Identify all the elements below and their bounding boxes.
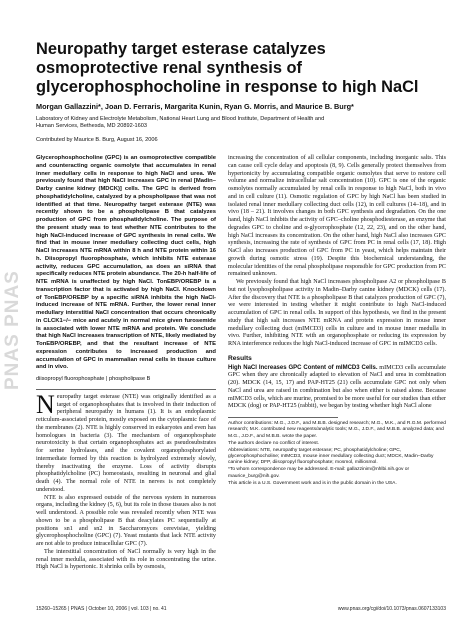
results-text: mIMCD3 cells accumulate GPC when they are chronically adapted to elevation of NaCl and urea in combination (20). MDCK (14, 15, 17) and PAP-HT25 (21) cells accumulate GPC not only when NaCl and urea are raised in combination but also when either is raised alone. Because mIMCD3 cells, which are murine, promised to be more useful for our studies than either MDCK (dog) or PAP-HT25 (rabbit), we began by testing whether high NaCl alone (228, 364, 446, 410)
body-paragraph-1: increasing the concentration of all cellular components, including inorganic salts. This can cause cell cycle delay and apoptosis (8, 9). Cells generally protect themselves from hypertonicity by accumulating compatible organic osmolytes that serve to restore cell volume and normalize intracellular salt concentration (10). GPC is one of the organic osmolytes normally accumulated by renal cells in response to high NaCl, both in vivo and in cell culture (11). Osmotic regulation of GPC by high NaCl has been studied in isolated renal inner medullary collecting duct cells (12), in cell cultures (14–18), and in vivo (18 – 21). It involves changes in both GPC synthesis and degradation. On the one hand, high NaCl inhibits the activity of GPC–choline phosphodiesterase, an enzyme that degrades GPC to choline and α-glycerophosphate (12, 22, 23), and on the other hand, high NaCl increases its concentration. On the other hand, high NaCl also increases GPC synthesis, increasing the rate of synthesis of GPC from PC in renal cells (17, 18). High NaCl also increases production of GPC from PC in yeast, which helps maintain their growth during osmotic stress (19). Despite this biochemical understanding, the molecular identities of the renal phospholipase responsible for GPC production from PC remained unknown. (228, 155, 446, 278)
intro-paragraph-1-text: europathy target esterase (NTE) was originally identified as a target of organophosphates that is involved in their induction of peripheral neuropathy in humans (1). It is an endoplasmic reticulum-associated protein, mostly exposed on the cytoplasmic face of the membranes (2). NTE is highly conserved in eukaryotes and even has homologues in bacteria (3). The mechanism of organophosphate neurotoxicity is that certain organophosphates act as pseudosubstrates for serine hydrolases, and the covalent organophosphorylated intermediate formed by this reaction is hydrolyzed extremely slowly, thereby inactivating the enzyme. Loss of activity disrupts phosphatidylcholine (PC) homeostasis, resulting in neuronal and glial death (4). The normal role of NTE in nerves is not completely understood. (36, 393, 216, 493)
footnote-public-domain: This article is a U.S. Government work and is in the public domain in the USA. (228, 480, 397, 486)
right-column (228, 155, 446, 488)
section-divider (36, 389, 216, 390)
footnote-abbreviations: Abbreviations: NTE, neuropathy target esterase; PC, phosphatidylcholine; GPC, glycerophosphocholine; mIMCD3, mouse inner medullary collecting duct; MDCK, Madin–Darby canine kidney; DFP, diisopropyl fluorophosphate; mosmol, milliosmol. (228, 447, 434, 466)
author-list: Morgan Gallazzini*, Joan D. Ferraris, Margarita Kunin, Ryan G. Morris, and Maurice B. Burg* (36, 102, 354, 111)
body-paragraph-2: We previously found that high NaCl increases phospholipase A2 or phospholipase B but not lysophospholipase activity in Madin–Darby canine kidney (MDCK) cells (17). After the discovery that NTE is a phospholipase B that catalyzes production of GPC (7), we were interested in testing whether it might contribute to high NaCl-induced accumulation of GPC in renal cells. In support of this hypothesis, we find in the present study that high salt increases NTE mRNA and protein expression in mouse inner medullary collecting duct (mIMCD3) cells in culture and in mouse inner medulla in vivo. Further, inhibiting NTE with an organophosphate or reducing its expression by RNA interference reduces the high NaCl-induced increase of GPC in mIMCD3 cells. (228, 279, 446, 347)
affiliation: Laboratory of Kidney and Electrolyte Metabolism, National Heart Lung and Blood Institute, Department of Health and Human Services, Bethesda, MD 20892-1603 (36, 116, 325, 129)
results-heading: Results (228, 354, 252, 362)
intro-paragraph-2: NTE is also expressed outside of the nervous system in numerous organs, including the kidney (5, 6), but its role in those tissues also is not well understood. A possible role was revealed recently when NTE was shown to be a phospholipase B that deacylates PC sequentially at positions sn1 and sn2 in Saccharomyces cerevisiae, yielding glycerophosphocholine (GPC) (7). Yeast mutants that lack NTE activity are not able to produce intracellular GPC (7). (36, 494, 216, 547)
footnote-conflict: The authors declare no conflict of interest. (228, 440, 320, 446)
volume: vol. 103 (131, 606, 149, 612)
abstract: Glycerophosphocholine (GPC) is an osmoprotective compatible and counteracting organic osmolyte that accumulates in renal inner medullary cells in response to high NaCl and urea. We previously found that high NaCl increases GPC in renal [Madin–Darby canine kidney (MDCK)] cells. The GPC is derived from phosphatidylcholine, catalyzed by a phospholipase that was not identified at that time. Neuropathy target esterase (NTE) was recently shown to be a phospholipase B that catalyzes production of GPC from phosphatidylcholine. The purpose of the present study was to test whether NTE contributes to the high NaCl-induced increase of GPC synthesis in renal cells. We find that in mouse inner medullary collecting duct cells, high NaCl increases NTE mRNA within 8 h and NTE protein within 16 h. Diisopropyl fluorophosphate, which inhibits NTE esterase activity, reduces GPC accumulation, as does an siRNA that specifically reduces NTE protein abundance. The 20-h half-life of NTE mRNA is unaffected by high NaCl. TonEBP/OREBP is a transcription factor that is activated by high NaCl. Knockdown of TonEBP/OREBP by a specific siRNA inhibits the high NaCl-induced increase of NTE mRNA. Further, the lower renal inner medullary interstitial NaCl concentration that occurs chronically in CLCK1−/− mice and acutely in normal mice given furosemide is associated with lower NTE mRNA and protein. We conclude that high NaCl increases transcription of NTE, likely mediated by TonEBP/OREBP, and that the resultant increase of NTE expression contributes to increased production and accumulation of GPC in mammalian renal cells in tissue culture and in vivo. (36, 155, 216, 371)
page-range: 15260–15265 (36, 606, 67, 612)
contributed-by: Contributed by Maurice B. Burg, August 16, 2006 (36, 137, 158, 143)
issue-date: October 10, 2006 (88, 606, 128, 612)
page-footer (36, 605, 446, 613)
pnas-watermark: PNAS PNAS (2, 270, 23, 390)
results-paragraph (228, 365, 446, 412)
left-column (36, 155, 216, 572)
keywords: diisopropyl fluorophosphate | phospholipase B (36, 376, 151, 382)
results-subheading: High NaCl Increases GPC Content of mIMCD3 Cells. (228, 364, 378, 371)
issue-number: no. 41 (152, 606, 167, 612)
footnotes (228, 421, 446, 487)
footnote-correspondence: *To whom correspondence may be addressed. E-mail: gallazzinim@nhlbi.nih.gov or maurice_burg@nih.gov. (228, 467, 410, 479)
footnote-contributions: Author contributions: M.G., J.D.F., and M.B.B. designed research; M.G., M.K., and R.G.M. performed research; M.K. contributed new reagents/analytic tools; M.G., J.D.F., and M.B.B. analyzed data; and M.G., J.D.F., and M.B.B. wrote the paper. (228, 421, 446, 439)
intro-paragraph-1 (36, 389, 216, 495)
article-title: Neuropathy target esterase catalyzes osmoprotective renal synthesis of glycerophosphocholine in response to high NaCl (36, 40, 419, 96)
journal-name: PNAS (70, 606, 85, 612)
doi-link[interactable]: www.pnas.org/cgi/doi/10.1073/pnas.0607133103 (337, 606, 446, 612)
drop-cap: N (36, 389, 55, 419)
footnote-divider (228, 417, 338, 418)
intro-paragraph-3: The interstitial concentration of NaCl normally is very high in the renal inner medulla, associated with its role in concentrating the urine. High NaCl is hypertonic. It shrinks cells by osmosis, (36, 548, 216, 571)
footer-left: 15260–15265 | PNAS | October 10, 2006 | vol. 103 | no. 41 (36, 606, 167, 612)
